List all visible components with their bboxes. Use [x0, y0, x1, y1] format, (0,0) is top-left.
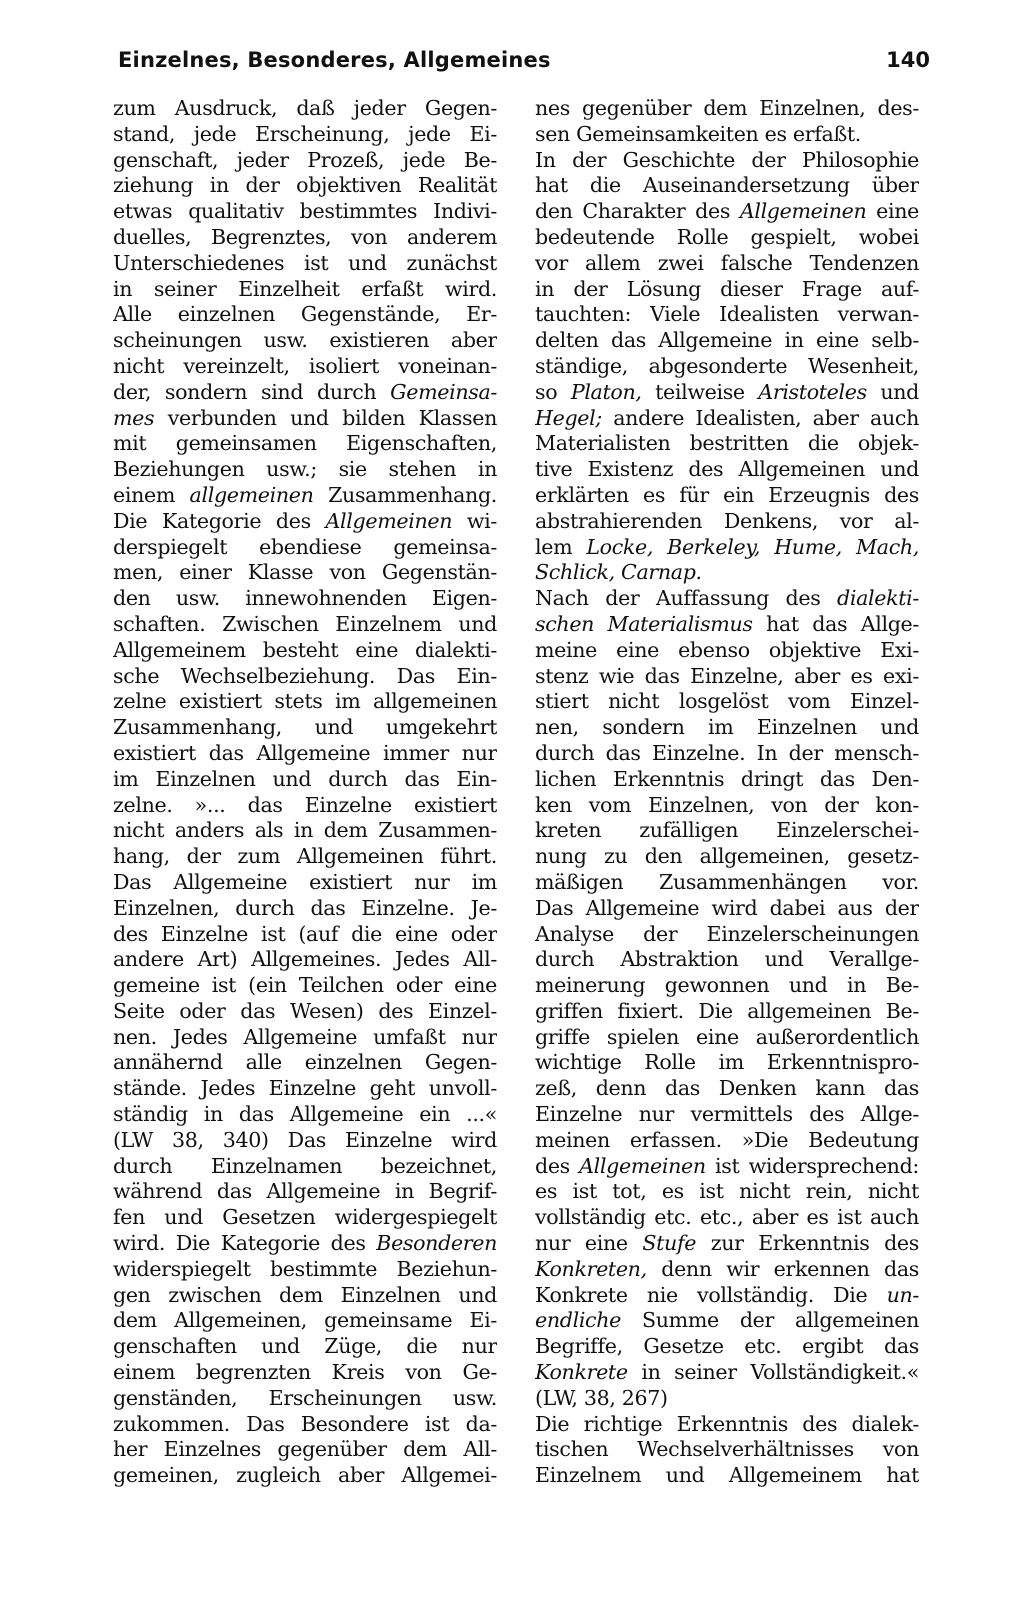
text-segment: (LW 38, 340) Das Einzelne wird: [113, 1127, 497, 1152]
text-line: [113, 1128, 497, 1154]
text-line: [113, 896, 497, 922]
text-line: [535, 173, 919, 199]
text-segment: schaften. Zwischen Einzelnem und: [113, 611, 497, 636]
page-number: 140: [886, 48, 930, 72]
text-line: [113, 1025, 497, 1051]
italic-text-segment: Allgemeinen: [325, 508, 453, 533]
text-segment: Beziehungen usw.; sie stehen in: [113, 457, 497, 482]
italic-text-segment: un-: [886, 1282, 919, 1307]
text-segment: nicht vereinzelt, isoliert voneinan-: [113, 353, 497, 378]
text-line: [113, 1360, 497, 1386]
text-segment: andere Art) Allgemeines. Jedes All-: [113, 947, 497, 972]
text-line: [535, 1179, 919, 1205]
text-segment: Alle einzelnen Gegenstände, Er-: [113, 302, 497, 327]
text-line: [113, 793, 497, 819]
text-segment: zum Ausdruck, daß jeder Gegen-: [113, 96, 497, 120]
text-segment: nung zu den allgemeinen, gesetz-: [535, 844, 919, 869]
text-line: [113, 818, 497, 844]
text-segment: Unterschiedenes ist und zunächst: [113, 250, 497, 275]
text-segment: Die richtige Erkenntnis des dialek-: [535, 1411, 919, 1436]
text-segment: in der Lösung dieser Frage auf-: [535, 276, 919, 301]
text-segment: Das Allgemeine existiert nur im: [113, 869, 497, 894]
text-segment: vor allem zwei falsche Tendenzen: [535, 250, 919, 275]
text-line: [535, 715, 919, 741]
text-segment: den Charakter des: [535, 199, 740, 224]
text-segment: hat die Auseinandersetzung über: [535, 173, 919, 198]
text-line: [535, 1463, 919, 1489]
text-segment: genschaften und Züge, die nur: [113, 1334, 497, 1359]
text-segment: Einzelne nur vermittels des Allge-: [535, 1102, 919, 1127]
text-line: [535, 947, 919, 973]
text-segment: tive Existenz des Allgemeinen und: [535, 457, 919, 482]
text-segment: während das Allgemeine in Begrif-: [113, 1179, 497, 1204]
text-segment: sen Gemeinsamkeiten es erfaßt.: [535, 121, 861, 146]
text-line: [535, 1334, 919, 1360]
text-line: [113, 328, 497, 354]
italic-text-segment: Allgemeinen: [579, 1153, 706, 1178]
text-segment: Konkrete nie vollständig. Die: [535, 1282, 887, 1307]
text-segment: lem: [535, 534, 587, 559]
text-line: [535, 406, 919, 432]
text-segment: Seite oder das Wesen) des Einzel-: [113, 998, 497, 1023]
text-line: [113, 1154, 497, 1180]
text-segment: Das Allgemeine wird dabei aus der: [535, 895, 919, 920]
text-segment: Materialisten bestritten die objek-: [535, 431, 919, 456]
text-segment: wird. Die Kategorie des: [113, 1231, 377, 1256]
text-segment: Summe der allgemeinen: [621, 1308, 919, 1333]
italic-text-segment: Stufe: [642, 1231, 697, 1256]
text-line: [113, 535, 497, 561]
text-segment: nicht anders als in dem Zusammen-: [113, 818, 497, 843]
text-line: [113, 277, 497, 303]
text-segment: her Einzelnes gegenüber dem All-: [113, 1437, 497, 1462]
text-segment: Allgemeinem besteht eine dialekti-: [113, 637, 497, 662]
italic-text-segment: Konkrete: [535, 1360, 628, 1385]
text-segment: delten das Allgemeine in eine selb-: [535, 328, 919, 353]
text-line: [535, 1360, 919, 1386]
text-segment: Begriffe, Gesetze etc. ergibt das: [535, 1334, 919, 1359]
text-line: [535, 1412, 919, 1438]
text-line: [113, 1308, 497, 1334]
text-line: [535, 870, 919, 896]
text-line: [535, 1386, 919, 1412]
text-line: [535, 1257, 919, 1283]
text-line: [535, 844, 919, 870]
text-line: [113, 586, 497, 612]
text-line: [535, 1231, 919, 1257]
text-segment: mäßigen Zusammenhängen vor.: [535, 869, 919, 894]
text-line: [113, 96, 497, 122]
text-segment: widerspiegelt bestimmte Beziehun-: [113, 1256, 497, 1281]
text-line: [113, 406, 497, 432]
text-line: [113, 999, 497, 1025]
text-segment: genständen, Erscheinungen usw.: [113, 1385, 497, 1410]
text-segment: genschaft, jeder Prozeß, jede Be-: [113, 147, 497, 172]
text-segment: es ist tot, es ist nicht rein, nicht: [535, 1179, 919, 1204]
text-line: [113, 767, 497, 793]
running-head-title: Einzelnes, Besonderes, Allgemeines: [118, 48, 551, 72]
text-segment: so: [535, 379, 571, 404]
italic-text-segment: Besonderen: [376, 1231, 497, 1256]
text-line: [535, 1025, 919, 1051]
text-segment: gemeine ist (ein Teilchen oder eine: [113, 973, 497, 998]
text-line: [113, 1050, 497, 1076]
text-segment: annähernd alle einzelnen Gegen-: [113, 1050, 497, 1075]
text-segment: Einzelnem und Allgemeinem hat: [535, 1463, 919, 1488]
text-segment: zukommen. Das Besondere ist da-: [113, 1411, 497, 1436]
text-line: [113, 715, 497, 741]
text-segment: meinerung gewonnen und in Be-: [535, 973, 919, 998]
text-segment: meine eine ebenso objektive Exi-: [535, 637, 919, 662]
text-segment: men, einer Klasse von Gegenstän-: [113, 560, 497, 585]
text-segment: hang, der zum Allgemeinen führt.: [113, 844, 497, 869]
text-segment: eine: [866, 199, 919, 224]
text-line: [535, 922, 919, 948]
italic-text-segment: Schlick, Carnap.: [535, 560, 702, 585]
text-line: [535, 818, 919, 844]
text-segment: fen und Gesetzen widergespiegelt: [113, 1205, 497, 1230]
italic-text-segment: Allgemeinen: [739, 199, 867, 224]
text-segment: Nach der Auffassung des: [535, 586, 838, 611]
page-header: [118, 44, 930, 84]
text-line: [113, 483, 497, 509]
text-line: [113, 741, 497, 767]
right-text-column: [535, 96, 919, 1489]
text-line: [535, 1128, 919, 1154]
italic-text-segment: Gemeinsa-: [390, 379, 497, 404]
text-segment: derspiegelt ebendiese gemeinsa-: [113, 534, 497, 559]
text-segment: wi-: [452, 508, 497, 533]
text-line: [113, 457, 497, 483]
text-segment: verbunden und bilden Klassen: [154, 405, 497, 430]
italic-text-segment: allgemeinen: [189, 482, 314, 507]
text-segment: vollständig etc. etc., aber es ist auch: [535, 1205, 919, 1230]
text-line: [113, 1231, 497, 1257]
text-segment: griffen fixiert. Die allgemeinen Be-: [535, 998, 919, 1023]
text-line: [113, 1463, 497, 1489]
text-line: [113, 870, 497, 896]
text-segment: dem Allgemeinen, gemeinsame Ei-: [113, 1308, 497, 1333]
text-line: [113, 947, 497, 973]
text-line: [535, 638, 919, 664]
text-segment: andere Idealisten, aber auch: [601, 405, 919, 430]
text-segment: in seiner Einzelheit erfaßt wird.: [113, 276, 497, 301]
text-line: [113, 664, 497, 690]
text-line: [113, 638, 497, 664]
text-line: [535, 896, 919, 922]
text-segment: gen zwischen dem Einzelnen und: [113, 1282, 497, 1307]
text-segment: zelne. »... das Einzelne existiert: [113, 792, 497, 817]
text-line: [535, 431, 919, 457]
text-line: [113, 612, 497, 638]
text-line: [535, 1308, 919, 1334]
text-segment: nen, sondern im Einzelnen und: [535, 715, 919, 740]
text-line: [113, 689, 497, 715]
text-line: [113, 1179, 497, 1205]
text-line: [535, 328, 919, 354]
text-segment: Zusammenhang, und umgekehrt: [113, 715, 497, 740]
text-segment: ständig in das Allgemeine ein ...«: [113, 1102, 497, 1127]
text-line: [535, 1437, 919, 1463]
italic-text-segment: mes: [113, 405, 155, 430]
text-segment: ständige, abgesonderte Wesenheit,: [535, 353, 919, 378]
text-segment: des Einzelne ist (auf die eine oder: [113, 921, 497, 946]
text-line: [113, 173, 497, 199]
text-line: [113, 431, 497, 457]
text-segment: des: [535, 1153, 580, 1178]
text-segment: stand, jede Erscheinung, jede Ei-: [113, 121, 497, 146]
text-line: [113, 1102, 497, 1128]
text-line: [113, 251, 497, 277]
text-segment: zeß, denn das Denken kann das: [535, 1076, 919, 1101]
text-segment: und: [866, 379, 919, 404]
italic-text-segment: Locke, Berkeley, Hume, Mach,: [586, 534, 919, 559]
text-segment: gemeinen, zugleich aber Allgemei-: [113, 1463, 497, 1488]
text-segment: den usw. innewohnenden Eigen-: [113, 586, 497, 611]
text-line: [113, 122, 497, 148]
text-line: [535, 1076, 919, 1102]
italic-text-segment: schen Materialismus: [535, 611, 753, 636]
text-line: [535, 535, 919, 561]
text-segment: griffe spielen eine außerordentlich: [535, 1024, 919, 1049]
text-segment: Analyse der Einzelerscheinungen: [535, 921, 919, 946]
text-line: [113, 922, 497, 948]
text-line: [535, 612, 919, 638]
text-segment: stände. Jedes Einzelne geht unvoll-: [113, 1076, 497, 1101]
text-segment: (LW, 38, 267): [535, 1385, 668, 1410]
text-line: [535, 1205, 919, 1231]
text-line: [113, 1283, 497, 1309]
text-segment: nur eine: [535, 1231, 643, 1256]
text-segment: teilweise: [641, 379, 759, 404]
text-segment: nen. Jedes Allgemeine umfaßt nur: [113, 1024, 497, 1049]
text-line: [113, 560, 497, 586]
text-line: [535, 560, 919, 586]
text-line: [113, 354, 497, 380]
text-segment: durch Abstraktion und Verallge-: [535, 947, 919, 972]
text-segment: nes gegenüber dem Einzelnen, des-: [535, 96, 919, 120]
text-line: [535, 96, 919, 122]
text-line: [535, 767, 919, 793]
text-line: [535, 277, 919, 303]
text-segment: lichen Erkenntnis dringt das Den-: [535, 766, 919, 791]
text-line: [535, 483, 919, 509]
text-segment: duelles, Begrenztes, von anderem: [113, 224, 497, 249]
text-line: [535, 148, 919, 174]
text-segment: meinen erfassen. »Die Bedeutung: [535, 1127, 919, 1152]
text-segment: wichtige Rolle im Erkenntnispro-: [535, 1050, 919, 1075]
text-line: [535, 586, 919, 612]
text-line: [113, 509, 497, 535]
text-line: [535, 122, 919, 148]
italic-text-segment: Platon,: [570, 379, 642, 404]
text-segment: in seiner Vollständigkeit.«: [627, 1360, 919, 1385]
text-line: [535, 1283, 919, 1309]
text-segment: stenz wie das Einzelne, aber es exi-: [535, 663, 919, 688]
text-line: [113, 199, 497, 225]
text-segment: bedeutende Rolle gespielt, wobei: [535, 224, 919, 249]
text-segment: sche Wechselbeziehung. Das Ein-: [113, 663, 497, 688]
text-line: [113, 1386, 497, 1412]
text-segment: zelne existiert stets im allgemeinen: [113, 689, 497, 714]
text-segment: einem: [113, 482, 190, 507]
left-text-column: [113, 96, 497, 1489]
text-line: [113, 1334, 497, 1360]
text-segment: denn wir erkennen das: [646, 1256, 919, 1281]
text-line: [535, 199, 919, 225]
text-segment: In der Geschichte der Philosophie: [535, 147, 919, 172]
text-line: [535, 251, 919, 277]
text-segment: ken vom Einzelnen, von der kon-: [535, 792, 919, 817]
text-line: [535, 689, 919, 715]
italic-text-segment: dialekti-: [837, 586, 919, 611]
text-segment: erklärten es für ein Erzeugnis des: [535, 482, 919, 507]
text-segment: durch das Einzelne. In der mensch-: [535, 740, 919, 765]
text-segment: etwas qualitativ bestimmtes Indivi-: [113, 199, 497, 224]
text-segment: einem begrenzten Kreis von Ge-: [113, 1360, 497, 1385]
text-segment: im Einzelnen und durch das Ein-: [113, 766, 497, 791]
text-segment: durch Einzelnamen bezeichnet,: [113, 1153, 497, 1178]
text-segment: mit gemeinsamen Eigenschaften,: [113, 431, 497, 456]
text-segment: ziehung in der objektiven Realität: [113, 173, 497, 198]
italic-text-segment: Konkreten,: [535, 1256, 647, 1281]
text-line: [113, 1076, 497, 1102]
text-line: [113, 973, 497, 999]
text-line: [535, 664, 919, 690]
text-line: [113, 225, 497, 251]
text-segment: Zusammenhang.: [313, 482, 497, 507]
text-line: [535, 973, 919, 999]
text-line: [535, 509, 919, 535]
text-line: [113, 148, 497, 174]
text-segment: tischen Wechselverhältnisses von: [535, 1437, 919, 1462]
text-segment: der, sondern sind durch: [113, 379, 391, 404]
text-segment: Die Kategorie des: [113, 508, 326, 533]
italic-text-segment: endliche: [535, 1308, 621, 1333]
text-line: [535, 793, 919, 819]
text-line: [113, 1412, 497, 1438]
text-line: [535, 457, 919, 483]
text-line: [535, 380, 919, 406]
text-line: [535, 354, 919, 380]
text-segment: scheinungen usw. existieren aber: [113, 328, 497, 353]
text-line: [113, 302, 497, 328]
text-segment: hat das Allge-: [752, 611, 919, 636]
text-segment: existiert das Allgemeine immer nur: [113, 740, 497, 765]
text-segment: zur Erkenntnis des: [696, 1231, 919, 1256]
text-segment: kreten zufälligen Einzelerschei-: [535, 818, 919, 843]
text-segment: stiert nicht losgelöst vom Einzel-: [535, 689, 919, 714]
text-line: [535, 741, 919, 767]
text-line: [113, 844, 497, 870]
text-line: [535, 302, 919, 328]
text-line: [113, 1257, 497, 1283]
text-segment: abstrahierenden Denkens, vor al-: [535, 508, 919, 533]
text-segment: Einzelnen, durch das Einzelne. Je-: [113, 895, 497, 920]
text-line: [535, 225, 919, 251]
text-line: [113, 1437, 497, 1463]
italic-text-segment: Aristoteles: [758, 379, 867, 404]
text-segment: ist widersprechend:: [705, 1153, 919, 1178]
text-line: [113, 380, 497, 406]
text-line: [535, 1154, 919, 1180]
text-line: [535, 1102, 919, 1128]
italic-text-segment: Hegel;: [535, 405, 602, 430]
text-line: [113, 1205, 497, 1231]
text-segment: tauchten: Viele Idealisten verwan-: [535, 302, 919, 327]
text-line: [535, 999, 919, 1025]
text-line: [535, 1050, 919, 1076]
